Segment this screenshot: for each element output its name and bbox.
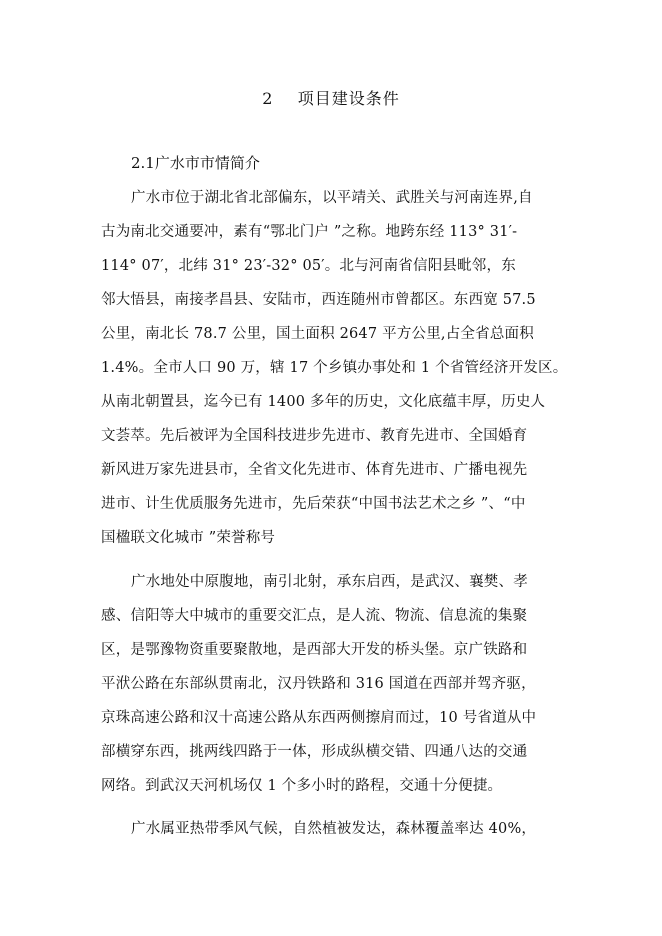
paragraph-line: 1.4%。全市人口 90 万，辖 17 个乡镇办事处和 1 个省管经济开发区。 <box>101 360 568 376</box>
paragraph-line: 广水市位于湖北省北部偏东，以平靖关、武胜关与河南连界,自 <box>131 190 533 206</box>
paragraph-line: 从南北朝置县，迄今已有 1400 多年的历史，文化底蕴丰厚，历史人 <box>101 394 546 410</box>
paragraph-line: 感、信阳等大中城市的重要交汇点，是人流、物流、信息流的集聚 <box>101 608 528 624</box>
paragraph-line: 京珠高速公路和汉十高速公路从东西两侧擦肩而过，10 号省道从中 <box>101 710 537 726</box>
paragraph-line: 公里，南北长 78.7 公里，国土面积 2647 平方公里,占全省总面积 <box>101 326 534 342</box>
paragraph-line: 进市、计生优质服务先进市，先后荣获“中国书法艺术之乡 ”、“中 <box>101 496 526 512</box>
paragraph-line: 广水地处中原腹地，南引北射，承东启西，是武汉、襄樊、孝 <box>131 574 528 590</box>
paragraph-line: 区，是鄂豫物资重要聚散地，是西部大开发的桥头堡。京广铁路和 <box>101 642 528 658</box>
paragraph-line: 114° 07′，北纬 31° 23′-32° 05′。北与河南省信阳县毗邻，东 <box>101 258 516 274</box>
paragraph-line: 广水属亚热带季风气候，自然植被发达，森林覆盖率达 40%， <box>131 821 537 837</box>
page-title: 2 项目建设条件 <box>262 89 400 108</box>
paragraph-line: 平洑公路在东部纵贯南北，汉丹铁路和 316 国道在西部并驾齐驱， <box>101 676 536 692</box>
paragraph-line: 国楹联文化城市 ”荣誉称号 <box>101 530 276 546</box>
paragraph-line: 新风进万家先进县市，全省文化先进市、体育先进市、广播电视先 <box>101 462 528 478</box>
paragraph-line: 网络。到武汉天河机场仅 1 个多小时的路程，交通十分便捷。 <box>101 778 503 794</box>
paragraph-line: 古为南北交通要冲，素有“鄂北门户 ”之称。地跨东经 113° 31′- <box>101 224 518 240</box>
paragraph-line: 部横穿东西，挑两线四路于一体，形成纵横交错、四通八达的交通 <box>101 744 528 760</box>
section-heading: 2.1广水市市情简介 <box>131 154 260 172</box>
paragraph-line: 邻大悟县，南接孝昌县、安陆市，西连随州市曾都区。东西宽 57.5 <box>101 292 536 308</box>
paragraph-line: 文荟萃。先后被评为全国科技进步先进市、教育先进市、全国婚育 <box>101 428 528 444</box>
